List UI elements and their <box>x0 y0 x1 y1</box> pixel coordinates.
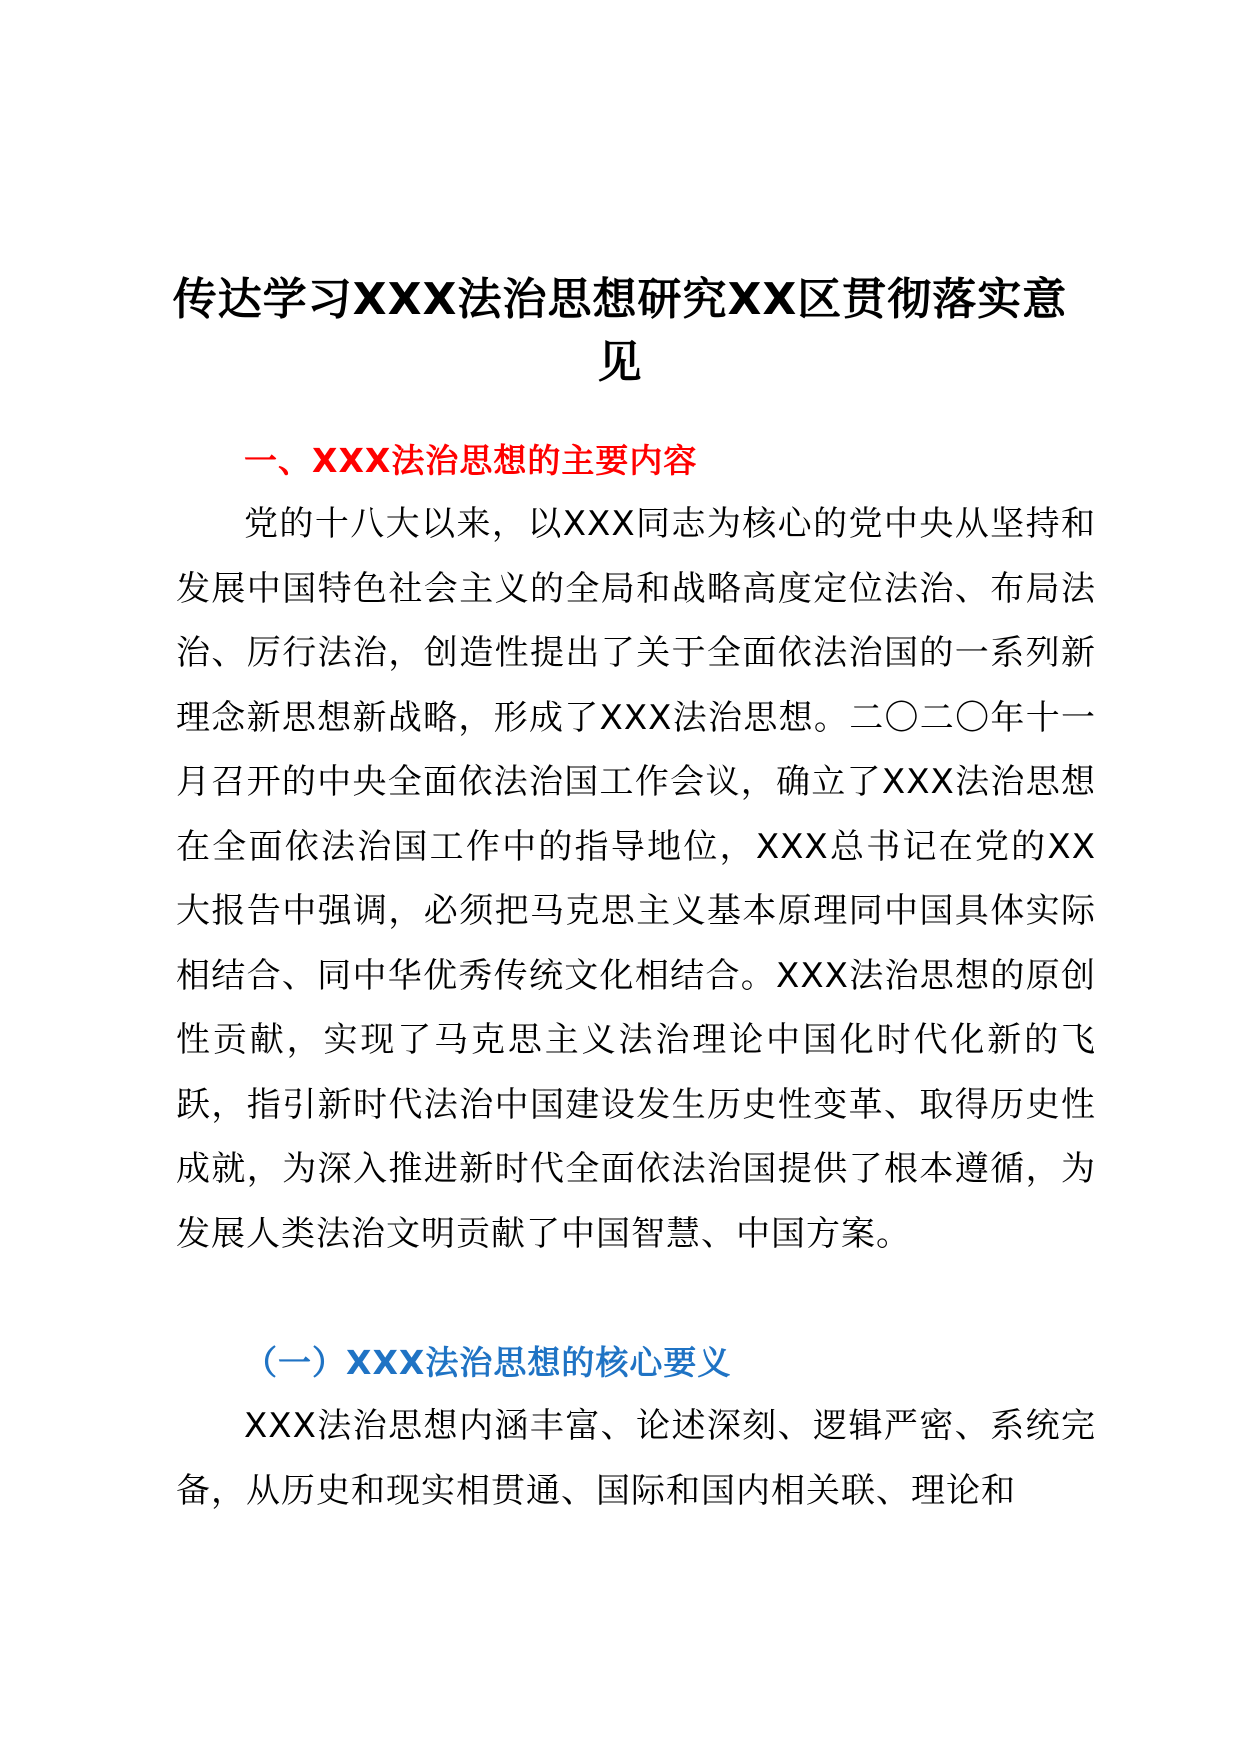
section-paragraph-main-content: 党的十八大以来，以XXX同志为核心的党中央从坚持和发展中国特色社会主义的全局和战略高度定位法治、布局法治、厉行法治，创造性提出了关于全面依法治国的一系列新理念新思想新战略，形成了XXX法治思想。二〇二〇年十一月召开的中央全面依法治国工作会议，确立了XXX法治思想在全面依法治国工作中的指导地位，XXX总书记在党的XX大报告中强调，必须把马克思主义基本原理同中国具体实际相结合、同中华优秀传统文化相结合。XXX法治思想的原创性贡献，实现了马克思主义法治理论中国化时代化新的飞跃，指引新时代法治中国建设发生历史性变革、取得历史性成就，为深入推进新时代全面依法治国提供了根本遵循，为发展人类法治文明贡献了中国智慧、中国方案。 <box>176 504 1096 1254</box>
document-title: 传达学习XXX法治思想研究XX区贯彻落实意见 <box>172 274 1068 388</box>
subsection-paragraph-core-meaning: XXX法治思想内涵丰富、论述深刻、逻辑严密、系统完备，从历史和现实相贯通、国际和国内相关联、理论和 <box>176 1406 1096 1511</box>
subsection-heading-core-meaning: （一）XXX法治思想的核心要义 <box>244 1343 732 1382</box>
section-heading-main-content: 一、XXX法治思想的主要内容 <box>244 441 698 480</box>
